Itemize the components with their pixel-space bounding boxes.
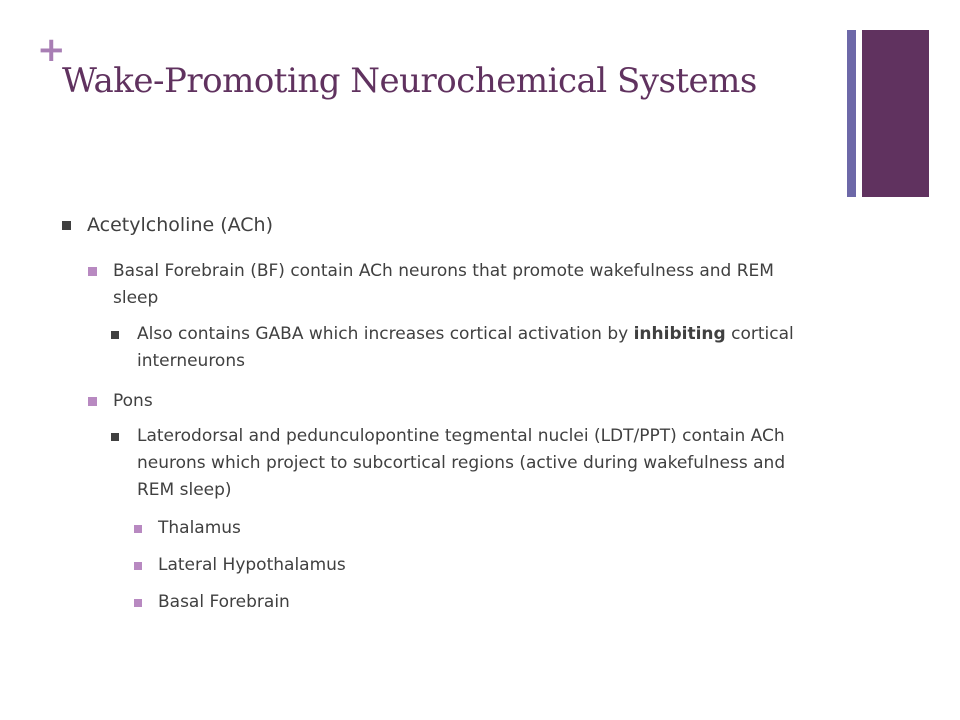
square-bullet-icon <box>111 433 119 441</box>
square-bullet-icon <box>88 267 97 276</box>
square-bullet-icon <box>134 599 142 607</box>
bullet-text: Acetylcholine (ACh) <box>87 214 274 236</box>
slide-title: Wake-Promoting Neurochemical Systems <box>62 61 757 101</box>
bullet-basal-forebrain <box>62 258 822 312</box>
bullet-text <box>137 321 822 375</box>
bullet-gaba <box>62 321 822 375</box>
bullet-text: Pons <box>113 391 153 411</box>
bullet-lateral-hypothalamus <box>62 552 822 579</box>
decorative-bar-thin <box>847 30 856 197</box>
gaba-emphasis: inhibiting <box>633 324 726 344</box>
square-bullet-icon <box>111 331 119 339</box>
bullet-text: Thalamus <box>158 518 241 538</box>
bullet-ldt-ppt <box>62 423 822 504</box>
bullet-text: Basal Forebrain (BF) contain ACh neurons that promote wakefulness and REM sleep <box>113 261 774 308</box>
square-bullet-icon <box>62 221 71 230</box>
decorative-bar-thick <box>862 30 929 197</box>
square-bullet-icon <box>88 397 97 406</box>
gaba-text-after: cortical interneurons <box>137 324 794 371</box>
bullet-text: Basal Forebrain <box>158 592 290 612</box>
plus-mark: + <box>37 30 66 70</box>
bullet-thalamus <box>62 515 822 542</box>
bullet-text: Lateral Hypothalamus <box>158 555 346 575</box>
bullet-pons <box>62 388 822 415</box>
bullet-acetylcholine <box>62 212 822 238</box>
gaba-text-before: Also contains GABA which increases cortical activation by <box>137 324 634 344</box>
bullet-basal-forebrain-target <box>62 589 822 616</box>
square-bullet-icon <box>134 562 142 570</box>
square-bullet-icon <box>134 525 142 533</box>
slide-content <box>62 212 822 626</box>
bullet-text: Laterodorsal and pedunculopontine tegmental nuclei (LDT/PPT) contain ACh neurons which project to subcortical regions (active during wakefulness and REM sleep) <box>137 426 786 500</box>
